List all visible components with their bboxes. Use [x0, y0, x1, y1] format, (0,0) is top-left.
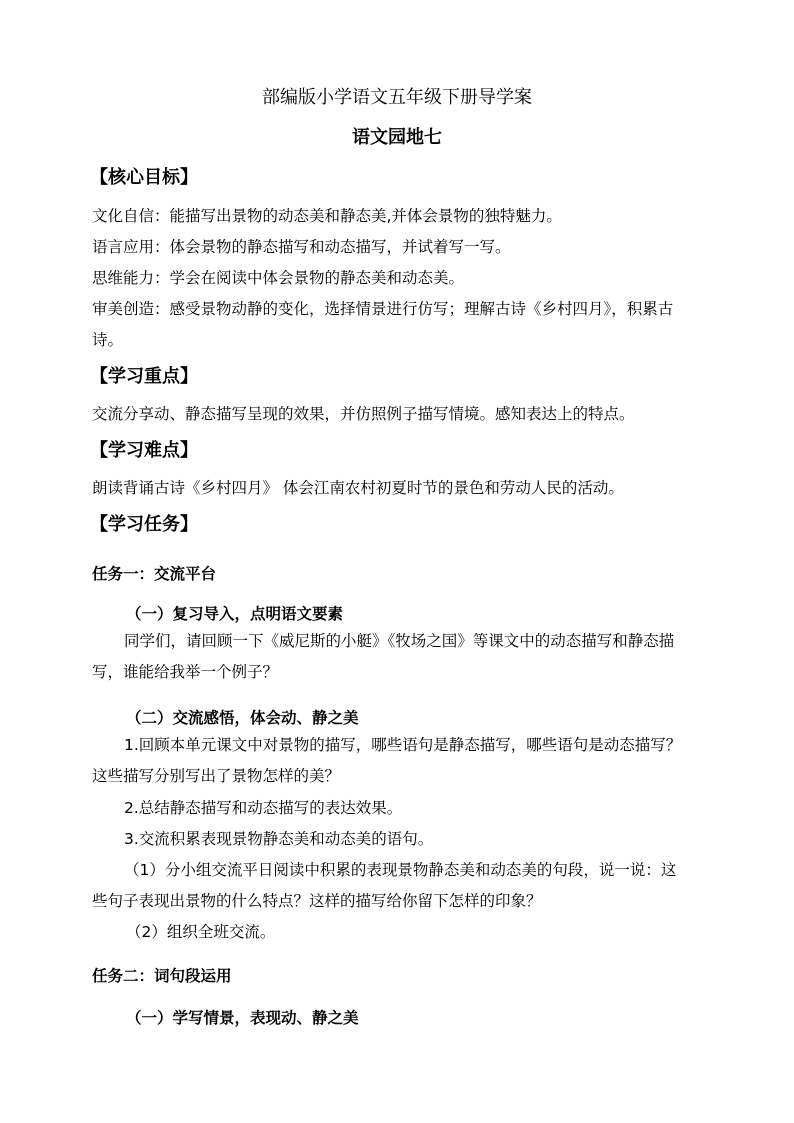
task1-part2-title: （二）交流感悟，体会动、静之美 [126, 709, 359, 727]
core-goals-heading: 【核心目标】 [90, 167, 198, 188]
key-points-heading: 【学习重点】 [90, 366, 198, 387]
task1-part1-title: （一）复习导入，点明语文要素 [126, 605, 344, 623]
task1-part1-line: 写，谁能给我举一个例子？ [92, 663, 279, 681]
core-goal-line: 审美创造：感受景物动静的变化，选择情景进行仿写；理解古诗《乡村四月》，积累古 [92, 300, 674, 318]
task1-part1-line: 同学们，请回顾一下《威尼斯的小艇》《牧场之国》等课文中的动态描写和静态描 [124, 632, 675, 650]
task1-part2-line: 1.回顾本单元课文中对景物的描写，哪些语句是静态描写，哪些语句是动态描写？ [124, 736, 682, 754]
core-goal-line: 思维能力：学会在阅读中体会景物的静态美和动态美。 [92, 269, 465, 287]
task1-part2-line: 这些描写分别写出了景物怎样的美？ [92, 767, 341, 785]
core-goal-line: 诗。 [92, 331, 124, 349]
difficulties-heading: 【学习难点】 [90, 440, 198, 461]
difficulties-line: 朗读背诵古诗《乡村四月》 体会江南农村初夏时节的景色和劳动人民的活动。 [92, 479, 624, 497]
core-goal-line: 语言应用：体会景物的静态描写和动态描写，并试着写一写。 [92, 238, 511, 256]
lesson-title: 语文园地七 [352, 127, 442, 148]
doc-title: 部编版小学语文五年级下册导学案 [262, 87, 532, 108]
task1-part2-line: 3.交流积累表现景物静态美和动态美的语句。 [124, 830, 434, 848]
task1-part2-line: （2）组织全班交流。 [126, 923, 276, 941]
task1-part2-line: 2.总结静态描写和动态描写的表达效果。 [124, 799, 403, 817]
task1-part2-line: 些句子表现出景物的什么特点？这样的描写给你留下怎样的印象？ [92, 892, 542, 910]
key-points-line: 交流分享动、静态描写呈现的效果，并仿照例子描写情境。感知表达上的特点。 [92, 405, 635, 423]
task1-part2-line: （1）分小组交流平日阅读中积累的表现景物静态美和动态美的句段，说一说：这 [124, 861, 677, 879]
task2-part1-title: （一）学写情景，表现动、静之美 [126, 1009, 359, 1027]
tasks-heading: 【学习任务】 [90, 514, 198, 535]
task1-title: 任务一：交流平台 [92, 565, 217, 583]
core-goal-line: 文化自信：能描写出景物的动态美和静态美,并体会景物的独特魅力。 [92, 207, 562, 225]
task2-title: 任务二：词句段运用 [92, 967, 232, 985]
